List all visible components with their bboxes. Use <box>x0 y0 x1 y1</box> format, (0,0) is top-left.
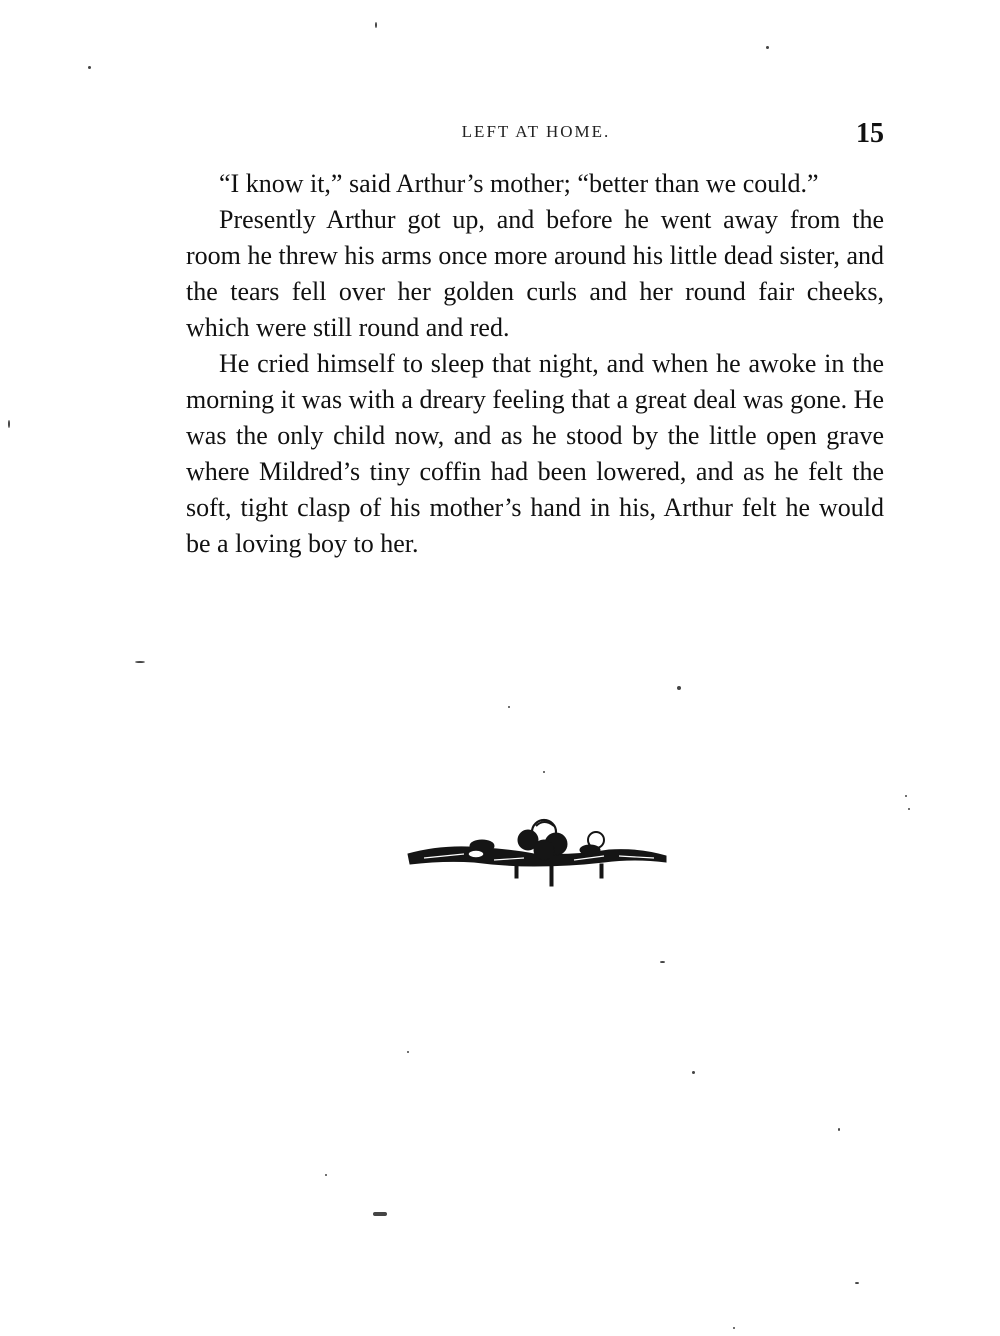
paragraph: Presently Arthur got up, and before he went away from the room he threw his arms once more around his little dead sister, and the tears fell over her golden curls and her round fair cheeks, which were still round and red. <box>186 205 884 342</box>
print-speck <box>677 686 681 690</box>
print-speck <box>88 66 91 69</box>
print-speck <box>766 46 769 49</box>
print-speck <box>135 661 145 663</box>
print-speck <box>733 1327 735 1329</box>
print-speck <box>838 1128 840 1131</box>
print-speck <box>373 1212 387 1216</box>
running-header <box>186 118 886 158</box>
paragraph: “I know it,” said Arthur’s mother; “better than we could.” <box>219 169 819 198</box>
page-number: 15 <box>856 118 884 149</box>
print-speck <box>375 22 377 28</box>
body-text <box>186 166 884 562</box>
print-speck <box>325 1174 327 1176</box>
print-speck <box>508 706 510 708</box>
print-speck <box>407 1051 409 1053</box>
floral-tailpiece-icon <box>404 810 670 890</box>
print-speck <box>543 771 545 773</box>
print-speck <box>908 808 910 810</box>
print-speck <box>692 1071 695 1074</box>
print-speck <box>660 961 665 963</box>
paragraph: He cried himself to sleep that night, and when he awoke in the morning it was with a dreary feeling that a great deal was gone. He was the only child now, and as he stood by the little open grave where Mildred’s tiny coffin had been lowered, and as he felt the soft, tight clasp of his mother’s hand in his, Arthur felt he would be a loving boy to her. <box>186 349 884 558</box>
print-speck <box>855 1282 859 1284</box>
print-speck <box>905 795 907 797</box>
running-title: LEFT AT HOME. <box>461 122 611 141</box>
print-speck <box>8 420 10 428</box>
